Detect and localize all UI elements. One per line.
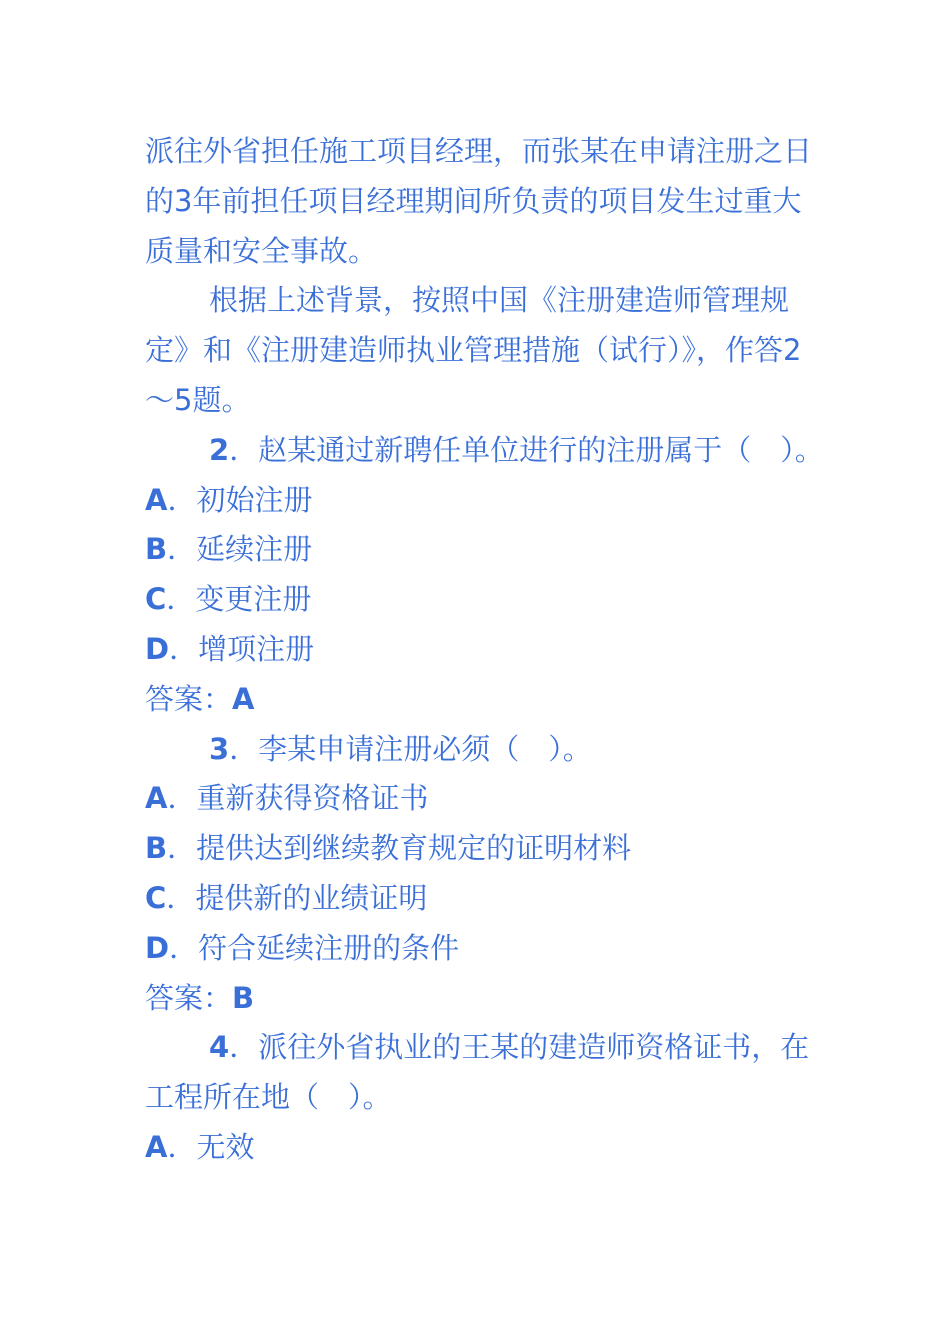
answer-line [145,675,825,725]
option-text: 变更注册 [195,582,312,617]
question-text: 派往外省执业的王某的建造师资格证书，在工程所在地（ ）。 [145,1030,810,1115]
answer-line [145,974,825,1024]
option-text: 提供达到继续教育规定的证明材料 [196,831,632,866]
option-text: 延续注册 [196,532,313,567]
option-letter: C [145,880,167,915]
question-text: 李某申请注册必须（ ）。 [258,731,592,766]
option-item [145,924,825,974]
answer-label: 答案： [145,681,233,716]
question-stem [145,725,825,775]
option-item [145,874,825,924]
option-item [145,476,825,526]
answer-label: 答案： [145,980,233,1015]
question-number: 4 [209,1030,230,1065]
option-separator: ． [167,831,197,866]
option-letter: D [145,930,170,965]
option-item [145,625,825,675]
option-text: 提供新的业绩证明 [195,880,428,915]
option-separator: ． [167,482,197,517]
intro-paragraph: 派往外省担任施工项目经理，而张某在申请注册之日的3年前担任项目经理期间所负责的项目发生过重大质量和安全事故。 [145,134,813,268]
option-item [145,1123,825,1173]
question-stem [145,426,825,476]
option-item [145,774,825,824]
option-separator: ． [167,532,197,567]
question-text: 赵某通过新聘任单位进行的注册属于（ ）。 [258,432,824,467]
question-separator: ． [229,1030,259,1065]
option-separator: ． [169,631,199,666]
option-separator: ． [166,582,196,617]
option-text: 无效 [196,1129,255,1164]
option-letter: A [145,781,168,816]
document-page [145,127,825,1173]
option-letter: D [145,631,170,666]
option-separator: ． [166,880,196,915]
question-number: 2 [209,432,230,467]
option-letter: A [145,482,168,517]
answer-value: B [232,980,255,1015]
option-item [145,824,825,874]
option-separator: ． [167,1129,197,1164]
option-text: 重新获得资格证书 [196,781,429,816]
question-stem [145,1023,825,1123]
answer-value: A [232,681,255,716]
option-text: 符合延续注册的条件 [198,930,460,965]
option-text: 增项注册 [198,631,315,666]
option-separator: ． [169,930,199,965]
question-number: 3 [209,731,230,766]
option-text: 初始注册 [196,482,313,517]
option-item [145,525,825,575]
option-letter: B [145,532,168,567]
question-separator: ． [229,731,259,766]
option-letter: B [145,831,168,866]
instruction-paragraph: 根据上述背景，按照中国《注册建造师管理规定》和《注册建造师执业管理措施（试行）》，作答2～5题。 [145,283,802,417]
question-separator: ． [229,432,259,467]
option-item [145,575,825,625]
option-letter: A [145,1129,168,1164]
option-letter: C [145,582,167,617]
option-separator: ． [167,781,197,816]
